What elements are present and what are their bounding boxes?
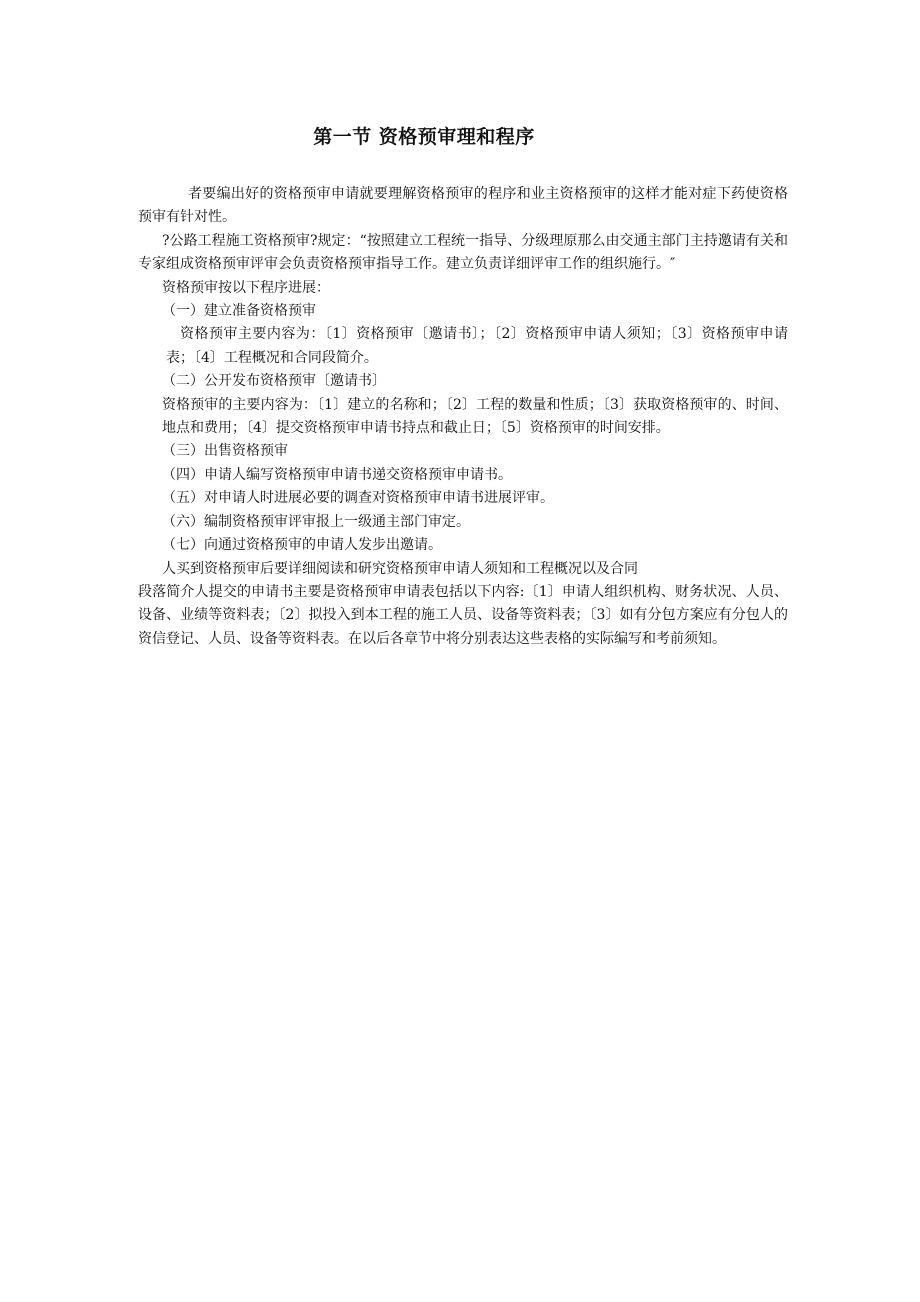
page-title: 第一节 资格预审理和程序	[313, 126, 535, 148]
list-item-step-5: （五）对申请人时进展必要的调查对资格预审申请书进展评审。	[162, 490, 554, 507]
list-item-step-1: （一）建立准备资格预审	[162, 303, 316, 320]
list-item-step-3: （三）出售资格预审	[162, 443, 288, 460]
paragraph-closing: 段落简介人提交的申请书主要是资格预审申请表包括以下内容:〔1〕申请人组织机构、财务状况、人员、设备、业绩等资料表；〔2〕拟投入到本工程的施工人员、设备等资料表；〔3〕如有分包方案应有分包人的资信登记、人员、设备等资料表。在以后各章节中将分别表达这些表格的实际编写和考前须知。	[138, 583, 788, 647]
list-item-step-6: （六）编制资格预审评审报上一级通主部门审定。	[162, 513, 470, 530]
paragraph-intro: 者要编出好的资格预审申请就要理解资格预审的程序和业主资格预审的这样才能对症下药使资格预审有针对性。	[138, 186, 788, 226]
list-item-step-2: （二）公开发布资格预审〔邀请书〕	[162, 373, 386, 390]
paragraph-regulation: ?公路工程施工资格预审?规定：“按照建立工程统一指导、分级理原那么由交通主部门主持邀请有关和专家组成资格预审评审会负责资格预审指导工作。建立负责详细评审工作的组织施行。″	[138, 232, 788, 273]
paragraph-closing-line: 人买到资格预审后要详细阅读和研究资格预审申请人须知和工程概况以及合同	[162, 560, 638, 577]
paragraph-step-1-detail: 资格预审主要内容为：〔1〕资格预审〔邀请书〕；〔2〕资格预审申请人须知；〔3〕资格预审申请表；〔4〕工程概况和合同段简介。	[166, 326, 788, 366]
list-item-step-7: （七）向通过资格预审的申请人发步出邀请。	[162, 537, 442, 554]
list-item-step-4: （四）申请人编写资格预审申请书递交资格预审申请书。	[162, 466, 512, 483]
paragraph-step-2-detail: 资格预审的主要内容为：〔1〕建立的名称和；〔2〕工程的数量和性质；〔3〕获取资格预审的、时间、地点和费用；〔4〕提交资格预审申请书持点和截止日；〔5〕资格预审的时间安排。	[162, 396, 788, 437]
paragraph-procedure-lead: 资格预审按以下程序进展：	[162, 279, 330, 296]
document-body	[138, 183, 788, 651]
